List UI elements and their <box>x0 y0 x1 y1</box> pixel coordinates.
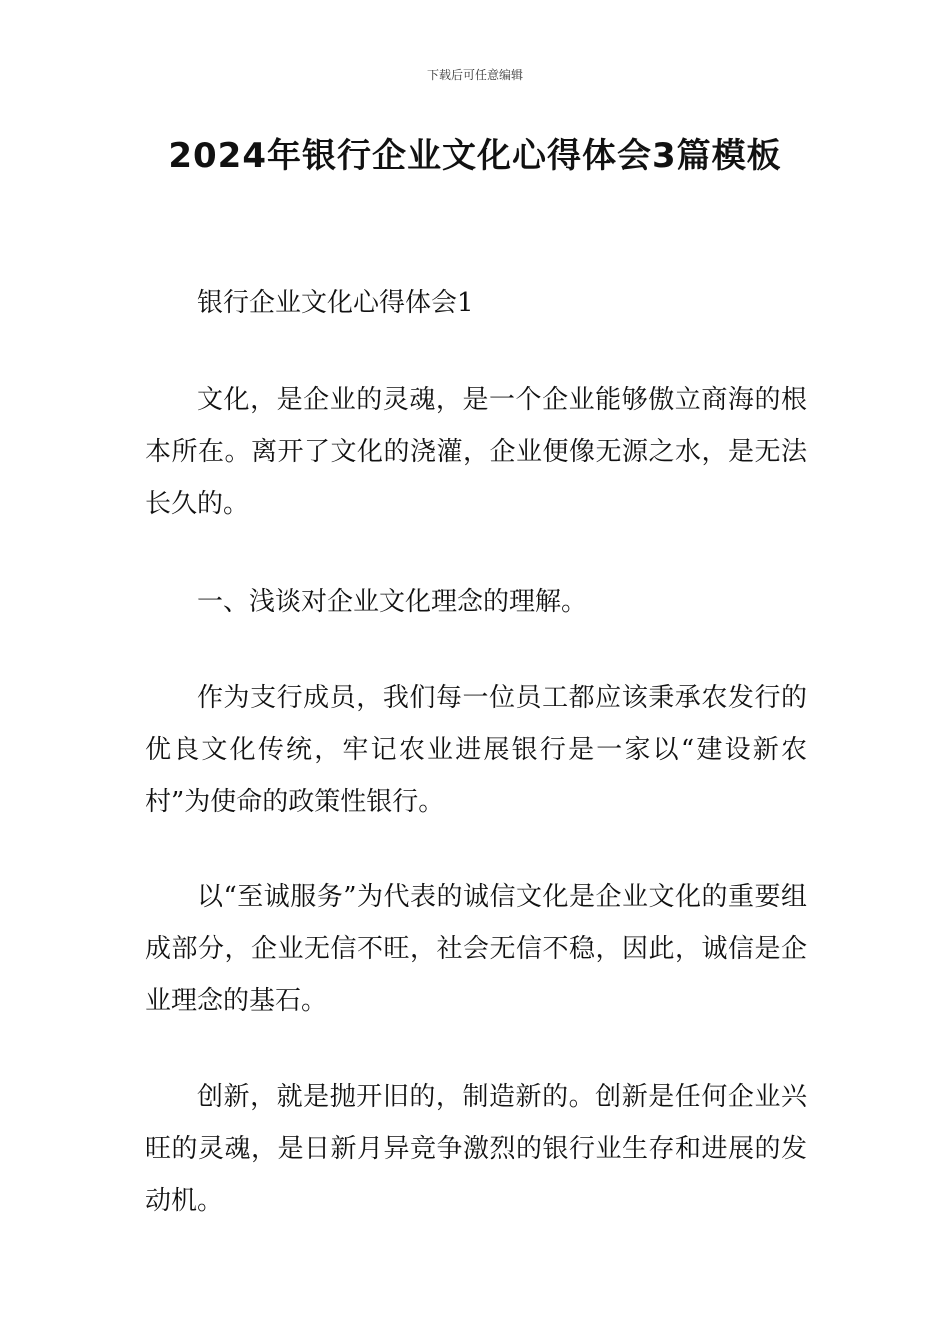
paragraph-integrity: 以“至诚服务”为代表的诚信文化是企业文化的重要组成部分，企业无信不旺，社会无信不稳，因此，诚信是企业理念的基石。 <box>145 882 807 1016</box>
section-heading: 银行企业文化心得体会1 <box>197 288 474 318</box>
header-note: 下载后可任意编辑 <box>426 68 523 82</box>
paragraph-culture-soul: 文化，是企业的灵魂，是一个企业能够傲立商海的根本所在。离开了文化的浇灌，企业便像无源之水，是无法长久的。 <box>145 385 807 519</box>
paragraph-innovation: 创新，就是抛开旧的，制造新的。创新是任何企业兴旺的灵魂，是日新月异竞争激烈的银行业生存和进展的发动机。 <box>145 1082 807 1216</box>
document-title: 2024年银行企业文化心得体会3篇模板 <box>168 136 782 176</box>
paragraph-branch-members: 作为支行成员，我们每一位员工都应该秉承农发行的优良文化传统，牢记农业进展银行是一家以“建设新农村”为使命的政策性银行。 <box>145 683 807 817</box>
subheading-understanding: 一、浅谈对企业文化理念的理解。 <box>197 587 588 617</box>
